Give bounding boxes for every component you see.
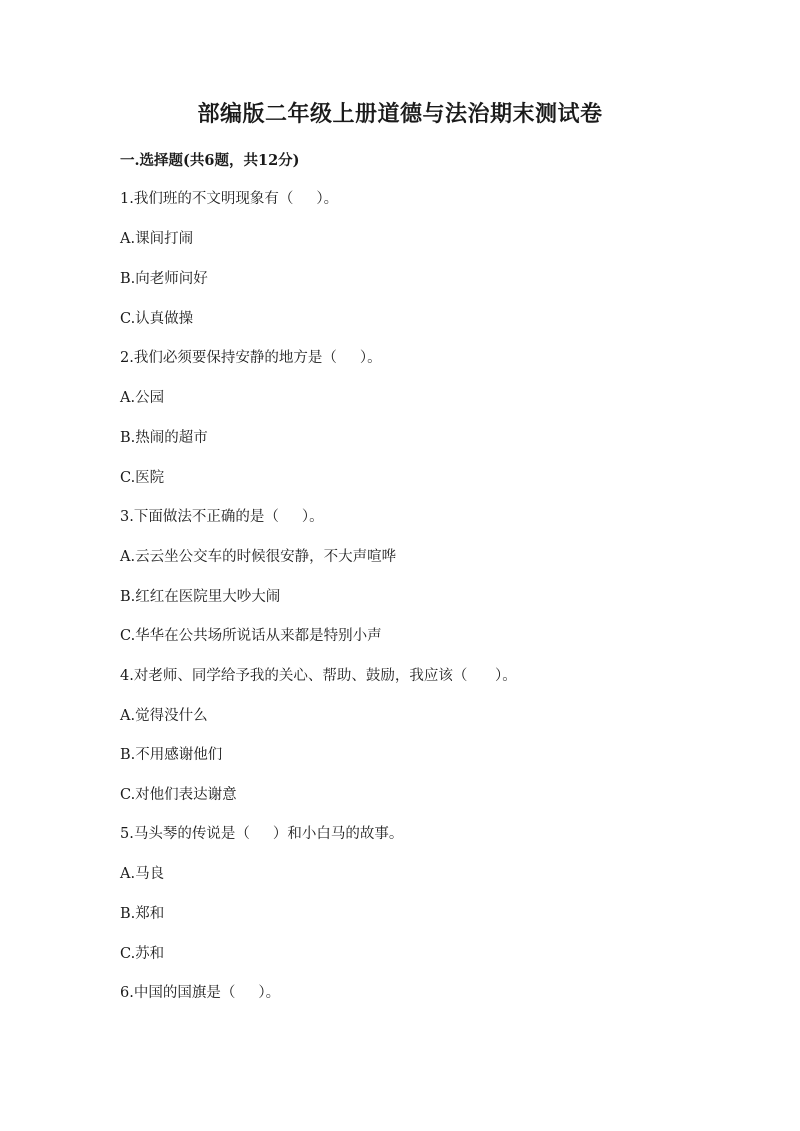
- question-5-option-a: A.马良: [120, 866, 165, 882]
- question-1-option-c: C.认真做操: [120, 311, 194, 327]
- question-2-option-b: B.热闹的超市: [120, 430, 208, 446]
- question-5-option-c: C.苏和: [120, 946, 165, 962]
- question-5-option-b: B.郑和: [120, 906, 165, 922]
- question-3-option-c: C.华华在公共场所说话从来都是特别小声: [120, 628, 382, 644]
- question-6-stem: 6.中国的国旗是（ ）。: [120, 985, 281, 1001]
- question-2-option-c: C.医院: [120, 470, 165, 486]
- question-5-stem: 5.马头琴的传说是（ ）和小白马的故事。: [120, 826, 404, 842]
- question-3-option-a: A.云云坐公交车的时候很安静，不大声喧哗: [120, 549, 397, 565]
- question-3-option-b: B.红红在医院里大吵大闹: [120, 589, 281, 605]
- question-1-option-b: B.向老师问好: [120, 271, 208, 287]
- question-2-option-a: A.公园: [120, 390, 165, 406]
- question-1-option-a: A.课间打闹: [120, 231, 194, 247]
- section-heading-multiple-choice: 一.选择题(共6题，共12分): [120, 152, 300, 169]
- question-3-stem: 3.下面做法不正确的是（ ）。: [120, 509, 324, 525]
- question-1-stem: 1.我们班的不文明现象有（ ）。: [120, 191, 339, 207]
- question-4-option-a: A.觉得没什么: [120, 708, 208, 724]
- question-4-stem: 4.对老师、同学给予我的关心、帮助、鼓励，我应该（ ）。: [120, 668, 517, 684]
- question-4-option-c: C.对他们表达谢意: [120, 787, 237, 803]
- question-4-option-b: B.不用感谢他们: [120, 747, 223, 763]
- page-title: 部编版二年级上册道德与法治期末测试卷: [197, 101, 603, 127]
- question-2-stem: 2.我们必须要保持安静的地方是（ ）。: [120, 350, 382, 366]
